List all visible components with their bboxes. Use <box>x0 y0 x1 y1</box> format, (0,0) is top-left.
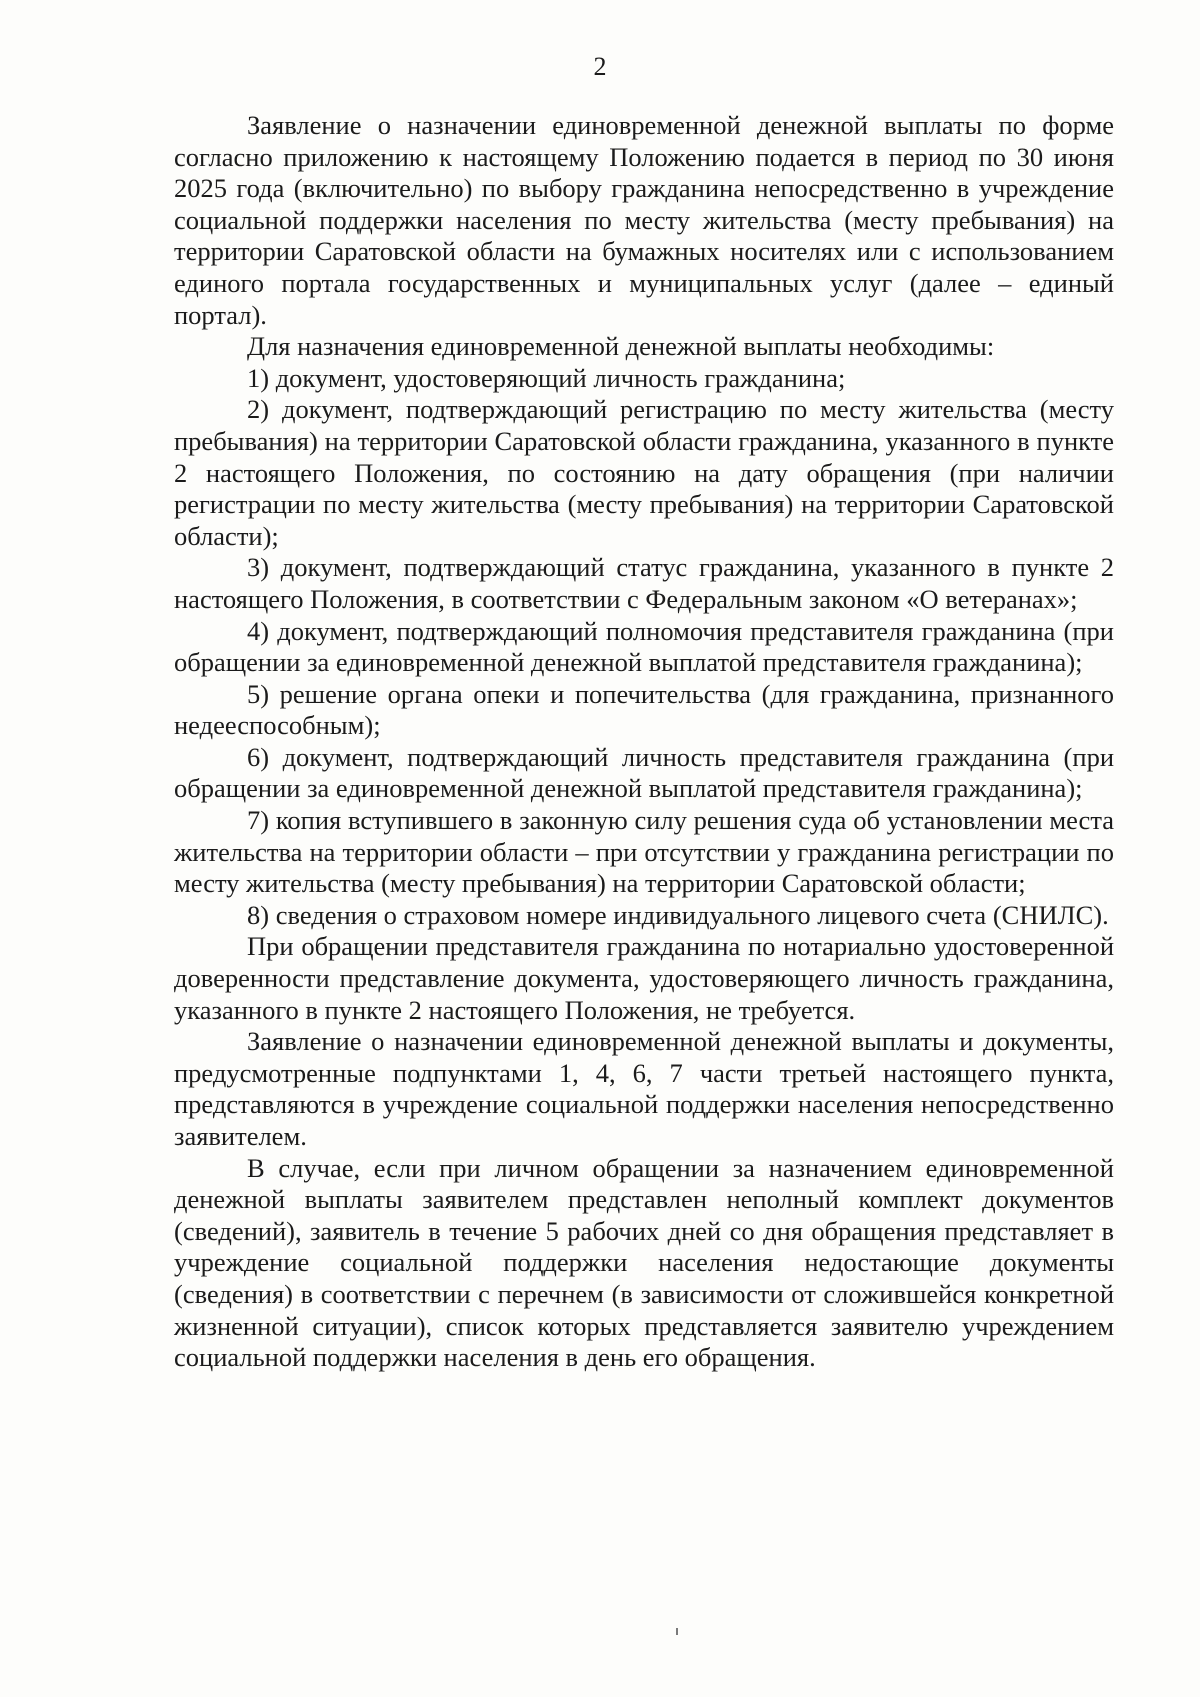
list-item-7: 7) копия вступившего в законную силу решения суда об установлении места жительства на территории области – при отсутствии у гражданина регистрации по месту жительства (месту пребывания) на территории Саратовской области; <box>174 805 1114 899</box>
page-number: 2 <box>593 52 607 81</box>
list-item-3: 3) документ, подтверждающий статус гражданина, указанного в пункте 2 настоящего Положения, в соответствии с Федеральным законом «О ветеранах»; <box>174 552 1114 614</box>
paragraph-application-submission: Заявление о назначении единовременной денежной выплаты по форме согласно приложению к настоящему Положению подается в период по 30 июня 2025 года (включительно) по выбору гражданина непосредственно в учреждение социальной поддержки населения по месту жительства (месту пребывания) на территории Саратовской области на бумажных носителях или с использованием единого портала государственных и муниципальных услуг (далее – единый портал). <box>174 110 1114 330</box>
paragraph-documents-in-person: Заявление о назначении единовременной денежной выплаты и документы, предусмотренные подпунктами 1, 4, 6, 7 части третьей настоящего пункта, представляются в учреждение социальной поддержки населения непосредственно заявителем. <box>174 1026 1114 1151</box>
paragraph-required-documents-intro: Для назначения единовременной денежной выплаты необходимы: <box>247 331 995 362</box>
list-item-4: 4) документ, подтверждающий полномочия представителя гражданина (при обращении за единовременной денежной выплатой представителя гражданина); <box>174 615 1114 678</box>
scan-mark <box>676 1628 678 1635</box>
list-item-2: 2) документ, подтверждающий регистрацию по месту жительства (месту пребывания) на территории Саратовской области гражданина, указанного в пункте 2 настоящего Положения, по состоянию на дату обращения (при наличии регистрации по месту жительства (месту пребывания) на территории Саратовской области); <box>174 394 1114 551</box>
list-item-6: 6) документ, подтверждающий личность представителя гражданина (при обращении за единовременной денежной выплатой представителя гражданина); <box>174 741 1114 804</box>
list-item-5: 5) решение органа опеки и попечительства (для гражданина, признанного недееспособным); <box>174 678 1114 741</box>
document-body <box>174 110 1114 1374</box>
paragraph-incomplete-set: В случае, если при личном обращении за назначением единовременной денежной выплаты заявителем представлен неполный комплект документов (сведений), заявитель в течение 5 рабочих дней со дня обращения представляет в учреждение социальной поддержки населения недостающие документы (сведения) в соответствии с перечнем (в зависимости от сложившейся конкретной жизненной ситуации), список которых представляется заявителю учреждением социальной поддержки населения в день его обращения. <box>174 1152 1114 1373</box>
paragraph-representative-note: При обращении представителя гражданина по нотариально удостоверенной доверенности представление документа, удостоверяющего личность гражданина, указанного в пункте 2 настоящего Положения, не требуется. <box>174 931 1114 1025</box>
list-item-8: 8) сведения о страховом номере индивидуального лицевого счета (СНИЛС). <box>247 899 1109 930</box>
list-item-1: 1) документ, удостоверяющий личность гражданина; <box>247 362 846 393</box>
